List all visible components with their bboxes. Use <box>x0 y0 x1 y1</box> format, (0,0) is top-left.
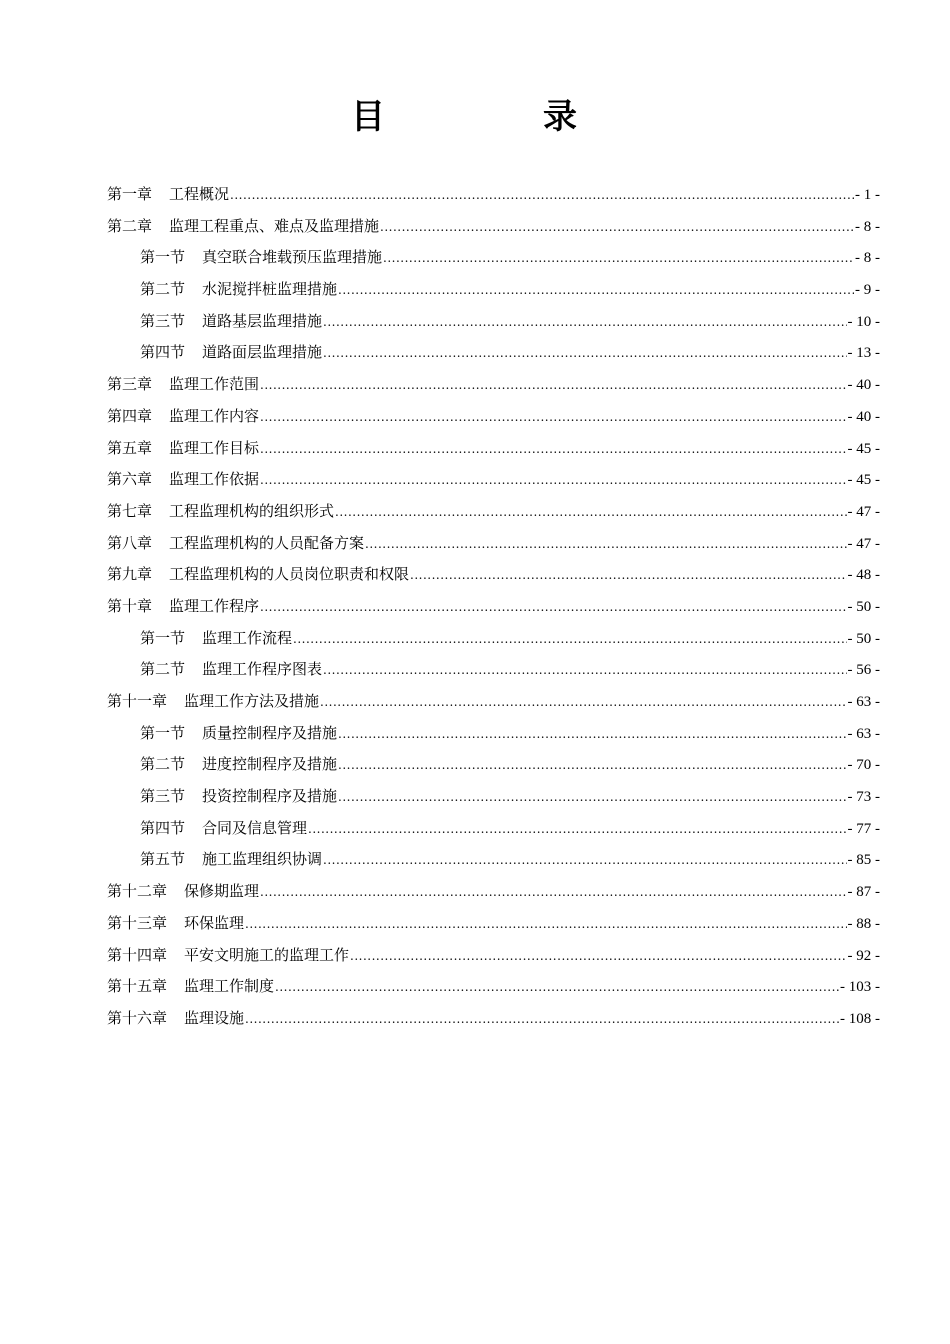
toc-page-number: - 50 - <box>847 630 880 647</box>
toc-chapter-entry[interactable] <box>107 496 880 528</box>
toc-entry-number: 第十四章 <box>107 945 168 964</box>
toc-entry-title: 监理工作制度 <box>184 977 275 996</box>
toc-chapter-entry[interactable] <box>107 971 880 1003</box>
toc-entry-title: 监理工作程序 <box>169 596 260 615</box>
toc-entry-number: 第四节 <box>140 818 186 837</box>
toc-page-number: - 13 - <box>847 345 880 362</box>
toc-section-entry[interactable] <box>107 844 880 876</box>
toc-dot-leader <box>260 370 846 402</box>
toc-dot-leader <box>335 497 846 529</box>
toc-dot-leader <box>350 941 846 973</box>
toc-section-entry[interactable] <box>107 306 880 338</box>
toc-chapter-entry[interactable] <box>107 464 880 496</box>
toc-chapter-entry[interactable] <box>107 559 880 591</box>
toc-chapter-entry[interactable] <box>107 686 880 718</box>
toc-chapter-entry[interactable] <box>107 591 880 623</box>
toc-page-number: - 77 - <box>847 820 880 837</box>
toc-dot-leader <box>275 972 839 1004</box>
toc-entry-title: 质量控制程序及措施 <box>202 723 338 742</box>
toc-page-number: - 87 - <box>847 884 880 901</box>
toc-page-number: - 73 - <box>847 789 880 806</box>
toc-chapter-entry[interactable] <box>107 211 880 243</box>
toc-page-number: - 40 - <box>847 377 880 394</box>
toc-section-entry[interactable] <box>107 337 880 369</box>
toc-entry-number: 第六章 <box>107 470 153 489</box>
toc-dot-leader <box>260 402 846 434</box>
toc-entry-title: 平安文明施工的监理工作 <box>184 945 350 964</box>
toc-entry-number: 第十一章 <box>107 692 168 710</box>
toc-dot-leader <box>260 877 846 909</box>
toc-entry-title: 工程概况 <box>169 185 230 203</box>
toc-section-entry[interactable] <box>107 274 880 306</box>
toc-chapter-entry[interactable] <box>107 1003 880 1035</box>
toc-entry-title: 监理工作程序图表 <box>202 660 323 679</box>
toc-entry-number: 第五章 <box>107 438 153 457</box>
toc-page-number: - 88 - <box>847 915 880 932</box>
toc-dot-leader <box>323 655 846 687</box>
toc-chapter-entry[interactable] <box>107 528 880 560</box>
toc-section-entry[interactable] <box>107 749 880 781</box>
toc-dot-leader <box>338 719 846 751</box>
toc-entry-title: 水泥搅拌桩监理措施 <box>202 280 338 299</box>
toc-dot-leader <box>308 814 846 846</box>
toc-dot-leader <box>260 465 846 497</box>
toc-entry-number: 第八章 <box>107 533 153 552</box>
toc-entry-title: 进度控制程序及措施 <box>202 755 338 774</box>
toc-page-number: - 47 - <box>847 535 880 552</box>
toc-page-number: - 40 - <box>847 408 880 425</box>
toc-entry-number: 第三章 <box>107 375 153 394</box>
toc-dot-leader <box>260 434 846 466</box>
toc-entry-number: 第三节 <box>140 787 186 806</box>
toc-entry-title: 监理工作依据 <box>169 470 260 489</box>
toc-section-entry[interactable] <box>107 654 880 686</box>
toc-dot-leader <box>365 529 846 561</box>
toc-page-number: - 47 - <box>847 503 880 520</box>
toc-entry-title: 监理设施 <box>184 1008 245 1027</box>
toc-entry-number: 第十二章 <box>107 882 168 901</box>
toc-page-number: - 103 - <box>840 979 880 996</box>
toc-chapter-entry[interactable] <box>107 433 880 465</box>
toc-entry-number: 第三节 <box>140 311 186 330</box>
toc-chapter-entry[interactable] <box>107 179 880 211</box>
page-title: 目 录 <box>351 97 639 137</box>
toc-page-number: - 92 - <box>847 947 880 964</box>
toc-entry-number: 第四节 <box>140 343 186 362</box>
toc-entry-number: 第二节 <box>140 660 186 679</box>
toc-entry-title: 环保监理 <box>184 913 245 932</box>
toc-chapter-entry[interactable] <box>107 401 880 433</box>
toc-page-number: - 85 - <box>847 852 880 869</box>
toc-dot-leader <box>245 1004 839 1036</box>
toc-page-number: - 56 - <box>847 662 880 679</box>
toc-dot-leader <box>380 212 854 244</box>
toc-entry-number: 第一节 <box>140 723 186 742</box>
toc-entry-title: 合同及信息管理 <box>202 818 308 837</box>
toc-entry-number: 第十六章 <box>107 1008 168 1027</box>
toc-page-number: - 8 - <box>855 218 880 235</box>
toc-dot-leader <box>323 338 846 370</box>
toc-page-number: - 70 - <box>847 757 880 774</box>
toc-entry-title: 监理工作范围 <box>169 375 260 394</box>
toc-dot-leader <box>230 180 854 212</box>
toc-page-number: - 63 - <box>847 694 880 710</box>
toc-section-entry[interactable] <box>107 242 880 274</box>
toc-entry-title: 监理工程重点、难点及监理措施 <box>169 216 380 235</box>
toc-entry-title: 施工监理组织协调 <box>202 850 323 869</box>
toc-entry-number: 第一章 <box>107 185 153 203</box>
toc-dot-leader <box>338 275 854 307</box>
toc-entry-number: 第十章 <box>107 596 153 615</box>
toc-entry-title: 工程监理机构的人员岗位职责和权限 <box>169 565 410 584</box>
toc-page-number: - 45 - <box>847 472 880 489</box>
table-of-contents <box>107 179 880 1035</box>
toc-dot-leader <box>338 782 846 814</box>
toc-dot-leader <box>260 592 846 624</box>
toc-entry-number: 第五节 <box>140 850 186 869</box>
toc-entry-number: 第一节 <box>140 628 186 647</box>
toc-entry-number: 第二节 <box>140 280 186 299</box>
toc-page-number: - 50 - <box>847 598 880 615</box>
toc-entry-number: 第十三章 <box>107 913 168 932</box>
toc-dot-leader <box>245 909 846 941</box>
toc-section-entry[interactable] <box>107 781 880 813</box>
toc-entry-number: 第一节 <box>140 248 186 267</box>
toc-entry-title: 真空联合堆载预压监理措施 <box>202 248 383 267</box>
toc-chapter-entry[interactable] <box>107 908 880 940</box>
toc-page-number: - 10 - <box>847 313 880 330</box>
toc-dot-leader <box>323 307 846 339</box>
toc-entry-number: 第四章 <box>107 406 153 425</box>
toc-dot-leader <box>410 560 846 592</box>
toc-page-number: - 45 - <box>847 440 880 457</box>
toc-entry-number: 第七章 <box>107 501 153 520</box>
toc-dot-leader <box>383 243 854 275</box>
toc-page-number: - 63 - <box>847 725 880 742</box>
toc-section-entry[interactable] <box>107 623 880 655</box>
toc-chapter-entry[interactable] <box>107 940 880 972</box>
toc-entry-title: 监理工作流程 <box>202 628 293 647</box>
toc-entry-title: 工程监理机构的组织形式 <box>169 501 335 520</box>
toc-entry-title: 监理工作内容 <box>169 406 260 425</box>
toc-chapter-entry[interactable] <box>107 369 880 401</box>
toc-entry-title: 道路基层监理措施 <box>202 311 323 330</box>
toc-page-number: - 108 - <box>840 1010 880 1027</box>
toc-page-number: - 8 - <box>855 250 880 267</box>
toc-section-entry[interactable] <box>107 718 880 750</box>
toc-entry-number: 第二节 <box>140 755 186 774</box>
toc-entry-number: 第九章 <box>107 565 153 584</box>
toc-dot-leader <box>323 845 846 877</box>
toc-dot-leader <box>338 750 846 782</box>
toc-chapter-entry[interactable] <box>107 876 880 908</box>
toc-entry-title: 工程监理机构的人员配备方案 <box>169 533 365 552</box>
toc-section-entry[interactable] <box>107 813 880 845</box>
toc-entry-title: 投资控制程序及措施 <box>202 787 338 806</box>
toc-page-number: - 1 - <box>855 187 880 203</box>
toc-entry-number: 第二章 <box>107 216 153 235</box>
toc-entry-title: 保修期监理 <box>184 882 260 901</box>
toc-entry-title: 道路面层监理措施 <box>202 343 323 362</box>
toc-entry-title: 监理工作目标 <box>169 438 260 457</box>
toc-entry-title: 监理工作方法及措施 <box>184 692 320 710</box>
toc-dot-leader <box>320 687 846 719</box>
toc-dot-leader <box>293 624 846 656</box>
toc-page-number: - 9 - <box>855 282 880 299</box>
toc-entry-number: 第十五章 <box>107 977 168 996</box>
toc-page-number: - 48 - <box>847 567 880 584</box>
